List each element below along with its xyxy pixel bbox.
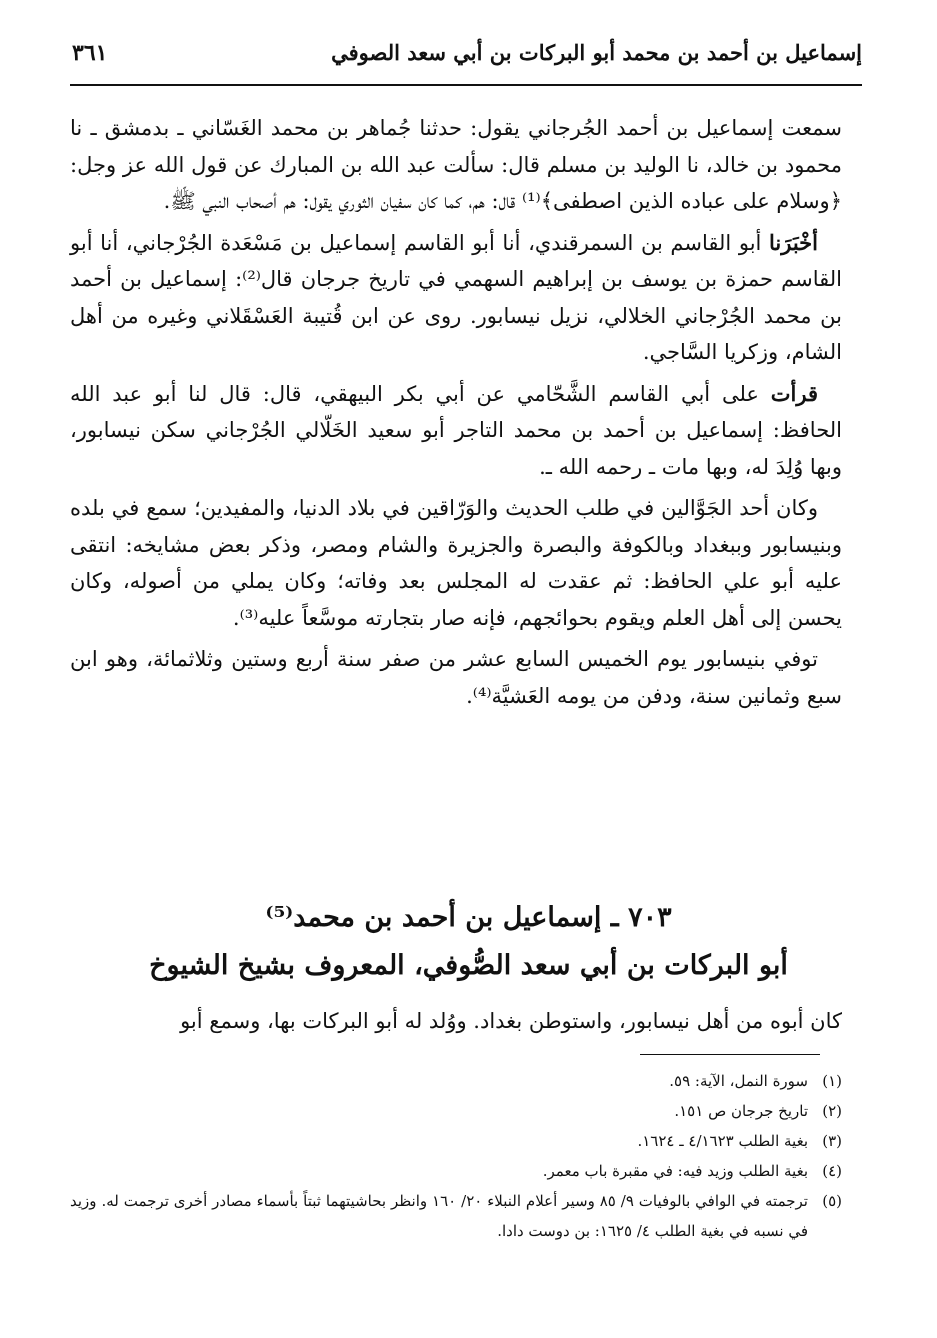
entry-heading-title: ٧٠٣ ـ إسماعيل بن أحمد بن محمد⁽⁵⁾ bbox=[265, 902, 672, 933]
entry-heading-subtitle: أبو البركات بن أبي سعد الصُّوفي، المعروف بشيخ الشيوخ bbox=[149, 950, 788, 981]
footnotes bbox=[70, 1066, 842, 1246]
footnote-number: (٢) bbox=[822, 1102, 842, 1120]
paragraph bbox=[70, 641, 842, 714]
footnote bbox=[70, 1126, 842, 1156]
page-number: ٣٦١ bbox=[72, 40, 108, 66]
paragraph bbox=[70, 376, 842, 486]
paragraph-text: على أبي القاسم الشَّحّامي عن أبي بكر البيهقي، قال: قال لنا أبو عبد الله الحافظ: إسماعيل بن أحمد بن محمد التاجر أبو سعيد الخَلّالي الجُرْجاني سكن نيسابور، وبها وُلِدَ له، وبها مات ـ رحمه الله ـ. bbox=[70, 381, 842, 479]
paragraph-lead: قرأت bbox=[770, 380, 819, 406]
paragraph bbox=[70, 490, 842, 636]
footnote-number: (١) bbox=[822, 1072, 842, 1090]
main-text bbox=[70, 110, 842, 719]
paragraph-text: سمعت إسماعيل بن أحمد الجُرجاني يقول: حدثنا جُماهر بن محمد الغَسّاني ـ بدمشق ـ نا محمود بن خالد، نا الوليد بن مسلم قال: سألت عبد الله بن المبارك عن قول الله عز وجل: ﴿وسلام على عباده الذين اصطفى﴾⁽¹⁾ قال: هم، كما كان سفيان الثوري يقول: هم أصحاب النبي ﷺ. bbox=[70, 116, 842, 213]
entry-paragraph: كان أبوه من أهل نيسابور، واستوطن بغداد. ووُلد له أبو البركات بها، وسمع أبو bbox=[180, 1009, 842, 1033]
footnote-text: ترجمته في الوافي بالوفيات ٩/ ٨٥ وسير أعلام النبلاء ٢٠/ ١٦٠ وانظر بحاشيتهما ثبتاً بأسماء مصادر أخرى ترجمت له. وزيد في نسبه في بغية الطلب ٤/ ١٦٢٥: بن دوست دادا. bbox=[70, 1192, 808, 1240]
footnote-text: سورة النمل، الآية: ٥٩. bbox=[669, 1072, 808, 1090]
footnote bbox=[70, 1186, 842, 1246]
paragraph-text: توفي بنيسابور يوم الخميس السابع عشر من صفر سنة أربع وستين وثلاثمائة، وهو ابن سبع وثمانين سنة، ودفن من يومه العَشيَّة⁽⁴⁾. bbox=[70, 647, 842, 708]
footnote-text: بغية الطلب ٤/١٦٢٣ ـ ١٦٢٤. bbox=[637, 1132, 808, 1150]
running-title: إسماعيل بن أحمد بن محمد أبو البركات بن أبي سعد الصوفي bbox=[331, 40, 862, 65]
paragraph-lead: أخْبَرَنا bbox=[769, 229, 818, 255]
paragraph-text: أبو القاسم بن السمرقندي، أنا أبو القاسم إسماعيل بن مَسْعَدة الجُرْجاني، أنا أبو القاسم حمزة بن يوسف بن إبراهيم السهمي في تاريخ جرجان قال⁽²⁾: إسماعيل بن أحمد بن محمد الجُرْجاني الخلالي، نزيل نيسابور. روى عن ابن قُتيبة العَسْقَلاني وغيره من أهل الشام، وزكريا السَّاجي. bbox=[70, 230, 843, 364]
paragraph bbox=[70, 110, 842, 220]
footnote-divider bbox=[640, 1054, 820, 1055]
page-header bbox=[70, 22, 862, 86]
footnote-text: تاريخ جرجان ص ١٥١. bbox=[674, 1102, 808, 1120]
footnote-number: (٤) bbox=[822, 1162, 842, 1180]
footnote bbox=[70, 1066, 842, 1096]
footnote bbox=[70, 1156, 842, 1186]
footnote-text: بغية الطلب وزيد فيه: في مقبرة باب معمر. bbox=[542, 1162, 808, 1180]
footnote-number: (٥) bbox=[822, 1192, 842, 1210]
paragraph-text: وكان أحد الجَوَّالين في طلب الحديث والوَرّاقين في بلاد الدنيا، والمفيدين؛ سمع في بلده وبنيسابور وببغداد وبالكوفة والبصرة والجزيرة والشام ومصر، وذكر بعض مشايخه: انتقى عليه أبو علي الحافظ: ثم عقدت له المجلس بعد وفاته؛ وكان يملي من أصوله، وكان يحسن إلى أهل العلم ويقوم بحوائجهم، فإنه صار بتجارته موسَّعاً عليه⁽³⁾. bbox=[70, 496, 842, 630]
footnote-number: (٣) bbox=[822, 1132, 842, 1150]
paragraph bbox=[70, 225, 842, 371]
footnote bbox=[70, 1096, 842, 1126]
